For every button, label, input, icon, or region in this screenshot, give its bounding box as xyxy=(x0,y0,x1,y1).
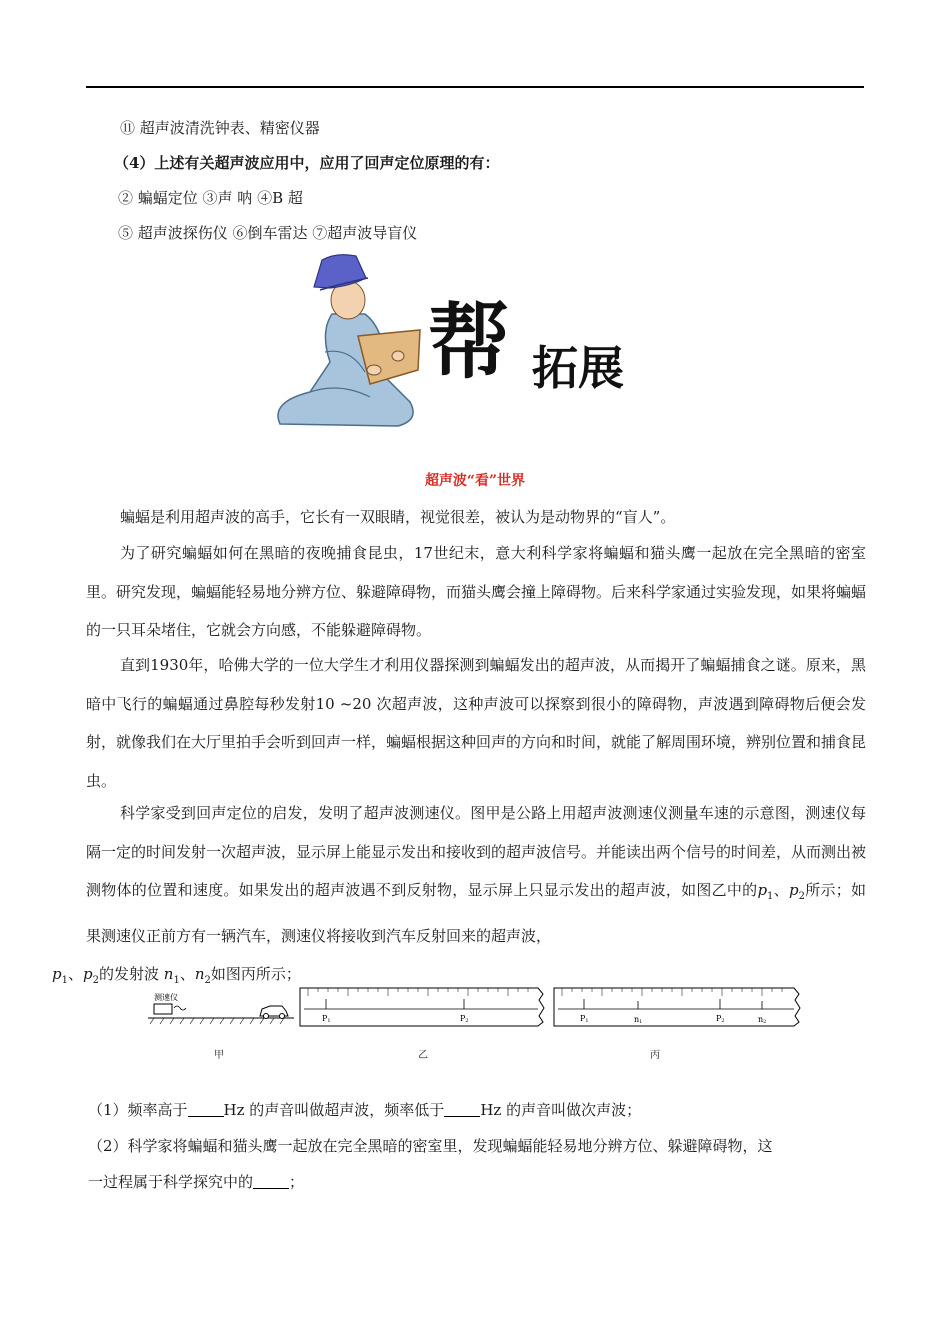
expand-banner xyxy=(270,252,660,430)
answer-blank-1[interactable] xyxy=(188,1102,224,1117)
paragraph-2: 为了研究蝙蝠如何在黑暗的夜晚捕食昆虫，17世纪末，意大利科学家将蝙蝠和猫头鹰一起放在完全黑暗的密室里。研究发现，蝙蝠能轻易地分辨方位、躲避障碍物，而猫头鹰会撞上障碍物。后来科学家通过实验发现，如果将蝙蝠的一只耳朵堵住，它就会方向感，不能躲避障碍物。 xyxy=(86,544,867,639)
paragraph-3: 直到1930年，哈佛大学的一位大学生才利用仪器探测到蝙蝠发出的超声波，从而揭开了蝙蝠捕食之谜。原来，黑暗中飞行的蝙蝠通过鼻腔每秒发射10 ~20 次超声波，这种声波可以探察到很小的障碍物，声波遇到障碍物后便会发射，就像我们在大厅里拍手会听到回声一样，蝙蝠根据这种回声的方向和时间，就能了解周围环境，辨别位置和捕食昆虫。 xyxy=(86,656,867,790)
answer-blank-2[interactable] xyxy=(444,1102,480,1117)
answer-line-1: ② 蝙蝠定位 ③声 呐 ④B 超 xyxy=(118,189,303,207)
question-2-line-1: （2）科学家将蝙蝠和猫头鹰一起放在完全黑暗的密室里，发现蝙蝠能轻易地分辨方位、躲避障碍物，这 xyxy=(88,1137,773,1155)
figure-bing xyxy=(554,988,800,1026)
car-icon xyxy=(260,1006,288,1019)
label-n1: n1 xyxy=(634,1015,643,1025)
caption-bing: 丙 xyxy=(650,1050,660,1061)
list-item-11: ⑪ 超声波清洗钟表、精密仪器 xyxy=(120,119,320,137)
banner-small-text: 拓展 xyxy=(532,341,624,395)
scale-ticks-bing xyxy=(562,988,782,996)
label-p2-bing: P2 xyxy=(716,1014,725,1024)
question-4: （4）上述有关超声波应用中，应用了回声定位原理的有： xyxy=(114,154,500,172)
answer-line-2: ⑤ 超声波探伤仪 ⑥倒车雷达 ⑦超声波导盲仪 xyxy=(118,224,418,242)
figure-yi xyxy=(300,988,544,1026)
device-label: 测速仪 xyxy=(154,993,178,1002)
banner-big-char: 帮 xyxy=(428,294,511,390)
figure-jia xyxy=(148,992,294,1024)
speedometer-device xyxy=(154,1004,172,1014)
label-p2-yi: P2 xyxy=(460,1014,469,1024)
label-p1-bing: P1 xyxy=(580,1014,589,1024)
speed-measurement-figure xyxy=(148,986,808,1058)
label-p1-yi: P1 xyxy=(322,1014,331,1024)
caption-yi: 乙 xyxy=(418,1050,428,1061)
screen-yi xyxy=(300,988,544,1026)
scholar-illustration xyxy=(278,255,420,426)
paragraph-4: 科学家受到回声定位的启发，发明了超声波测速仪。图甲是公路上用超声波测速仪测量车速的示意图，测速仪每隔一定的时间发射一次超声波，显示屏上能显示发出和接收到的超声波信号。并能读出两个信号的时间差，从而测出被测物体的位置和速度。如果发出的超声波遇不到反射物，显示屏上只显示发出的超声波，如图乙中的$p_1$、$p_2$所示；如果测速仪正前方有一辆汽车，测速仪将接收到汽车反射回来的超声波， $p_1$、$p_2$的发射波 $n_1$、$n_2$如图丙所示； xyxy=(52,804,867,986)
answer-blank-3[interactable] xyxy=(253,1174,289,1189)
scale-ticks-yi xyxy=(308,988,528,996)
label-n2: n2 xyxy=(758,1015,767,1025)
caption-jia: 甲 xyxy=(214,1050,224,1061)
paragraph-1: 蝙蝠是利用超声波的高手，它长有一双眼睛，视觉很差，被认为是动物界的“盲人”。 xyxy=(120,508,676,526)
header-rule xyxy=(86,86,864,88)
question-2-line-2: 一过程属于科学探究中的 ； xyxy=(88,1173,305,1191)
question-1: （1）频率高于 Hz 的声音叫做超声波，频率低于 Hz 的声音叫做次声波； xyxy=(88,1101,642,1119)
article-title: 超声波“看”世界 xyxy=(424,473,526,489)
